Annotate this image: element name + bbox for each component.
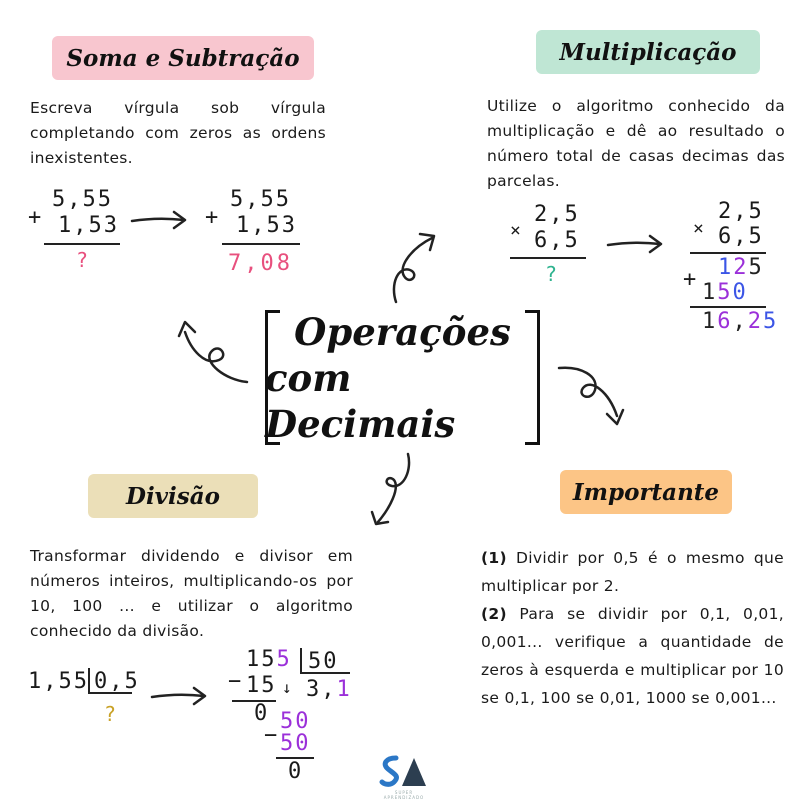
mult-banner bbox=[536, 30, 760, 74]
div-ex2-r3: 0 bbox=[288, 759, 302, 784]
mult-ex2-line2 bbox=[690, 306, 766, 308]
logo-icon bbox=[378, 754, 430, 788]
mult-r-b: 6 bbox=[717, 309, 733, 334]
soma-ex1-line bbox=[44, 243, 120, 245]
div-d2: 5 bbox=[276, 647, 292, 672]
mult-title: Multiplicação bbox=[559, 38, 737, 66]
mult-p2-a: 1 bbox=[702, 280, 718, 305]
soma-ex2-result: 7,08 bbox=[228, 251, 293, 276]
soma-ex1-result: ? bbox=[76, 248, 89, 272]
loop-arrow-top-center bbox=[388, 226, 444, 306]
center-title-line2: com Decimais bbox=[265, 355, 456, 446]
mult-ex1-line bbox=[510, 257, 586, 259]
mult-ex2-op2: + bbox=[683, 267, 697, 292]
soma-ex2-a: 5,55 bbox=[230, 187, 291, 212]
mult-ex2-op: × bbox=[693, 218, 704, 239]
mult-p2-b: 5 bbox=[717, 280, 733, 305]
mult-ex1-result: ? bbox=[545, 262, 558, 286]
importante-p1-text: Dividir por 0,5 é o mesmo que multiplicar por 2. bbox=[481, 549, 784, 595]
soma-ex1-b: 1,53 bbox=[58, 213, 119, 238]
soma-ex2-line bbox=[222, 243, 300, 245]
logo-text: SUPER APRENDIZADO bbox=[383, 790, 425, 800]
importante-p2-num: (2) bbox=[481, 605, 507, 623]
mult-p1-a: 1 bbox=[718, 255, 734, 280]
div-ex2-minus: − bbox=[228, 669, 242, 694]
mult-ex1-a: 2,5 bbox=[534, 202, 580, 227]
div-ex2-quotient bbox=[306, 678, 352, 702]
importante-p2-text: Para se dividir por 0,1, 0,01, 0,001... verifique a quantidade de zeros à esquerda e multiplicar por 10 se 0,1, 100 se 0,01, 1000 se 0,001... bbox=[481, 605, 784, 707]
importante-p1-num: (1) bbox=[481, 549, 507, 567]
soma-arrow bbox=[130, 208, 190, 232]
div-ex1-result: ? bbox=[104, 702, 117, 726]
importante-text bbox=[481, 544, 784, 712]
loop-arrow-right bbox=[555, 362, 627, 432]
div-q1: 3, bbox=[306, 677, 337, 702]
div-ex2-s2: 50 bbox=[280, 731, 311, 756]
div-d1: 15 bbox=[246, 647, 277, 672]
soma-text: Escreva vírgula sob vírgula completando com zeros as ordens inexistentes. bbox=[30, 99, 326, 167]
importante-banner bbox=[560, 470, 732, 514]
mult-ex2-p2 bbox=[702, 281, 748, 305]
mult-ex1-b: 6,5 bbox=[534, 228, 580, 253]
mult-p2-c: 0 bbox=[732, 280, 748, 305]
div-ex2-down: ↓ bbox=[282, 678, 292, 697]
mult-ex2-p1 bbox=[718, 256, 764, 280]
mult-ex2-b: 6,5 bbox=[718, 224, 764, 249]
div-ex1-dividend: 1,55 bbox=[28, 669, 89, 694]
soma-ex1-a: 5,55 bbox=[52, 187, 113, 212]
div-q2: 1 bbox=[336, 677, 352, 702]
mult-r-d: 2 bbox=[747, 309, 763, 334]
soma-banner bbox=[52, 36, 314, 80]
importante-point-2 bbox=[481, 600, 784, 712]
center-title bbox=[265, 310, 540, 445]
soma-ex2-op: + bbox=[205, 205, 219, 230]
div-arrow bbox=[150, 684, 210, 708]
div-ex2-s1: 15 bbox=[246, 673, 277, 698]
soma-ex2-b: 1,53 bbox=[236, 213, 297, 238]
soma-ex1-op: + bbox=[28, 205, 42, 230]
mult-r-a: 1 bbox=[702, 309, 718, 334]
mult-ex2-a: 2,5 bbox=[718, 199, 764, 224]
mult-ex2-line1 bbox=[690, 252, 766, 254]
divisao-text: Transformar dividendo e divisor em números inteiros, multiplicando-os por 10, 100 ... e utilizar o algoritmo conhecido da divisão. bbox=[30, 547, 353, 640]
div-ex2-minus2: − bbox=[264, 723, 278, 748]
div-ex2-r1: 0 bbox=[254, 701, 268, 726]
importante-point-1 bbox=[481, 544, 784, 600]
mult-arrow bbox=[606, 232, 666, 256]
loop-arrow-bottom bbox=[368, 450, 418, 530]
div-ex2-divisor: 50 bbox=[308, 649, 339, 674]
divisao-banner bbox=[88, 474, 258, 518]
soma-title: Soma e Subtração bbox=[66, 44, 300, 72]
mult-p1-c: 5 bbox=[748, 255, 764, 280]
mult-r-c: , bbox=[732, 309, 748, 334]
divisao-title: Divisão bbox=[126, 482, 220, 510]
mult-ex1-op: × bbox=[510, 220, 521, 241]
mult-text: Utilize o algoritmo conhecido da multiplicação e dê ao resultado o número total de casas decimas das parcelas. bbox=[487, 97, 785, 190]
loop-arrow-top-left bbox=[175, 312, 255, 392]
div-ex2-dividend bbox=[246, 648, 292, 672]
div-ex2-r2: 50 bbox=[280, 709, 311, 734]
mult-ex2-result bbox=[702, 310, 778, 334]
mult-p1-b: 2 bbox=[733, 255, 749, 280]
mult-r-e: 5 bbox=[763, 309, 779, 334]
div-ex1-divisor: 0,5 bbox=[94, 669, 140, 694]
importante-title: Importante bbox=[572, 478, 720, 506]
center-title-line1: Operações bbox=[294, 309, 511, 354]
